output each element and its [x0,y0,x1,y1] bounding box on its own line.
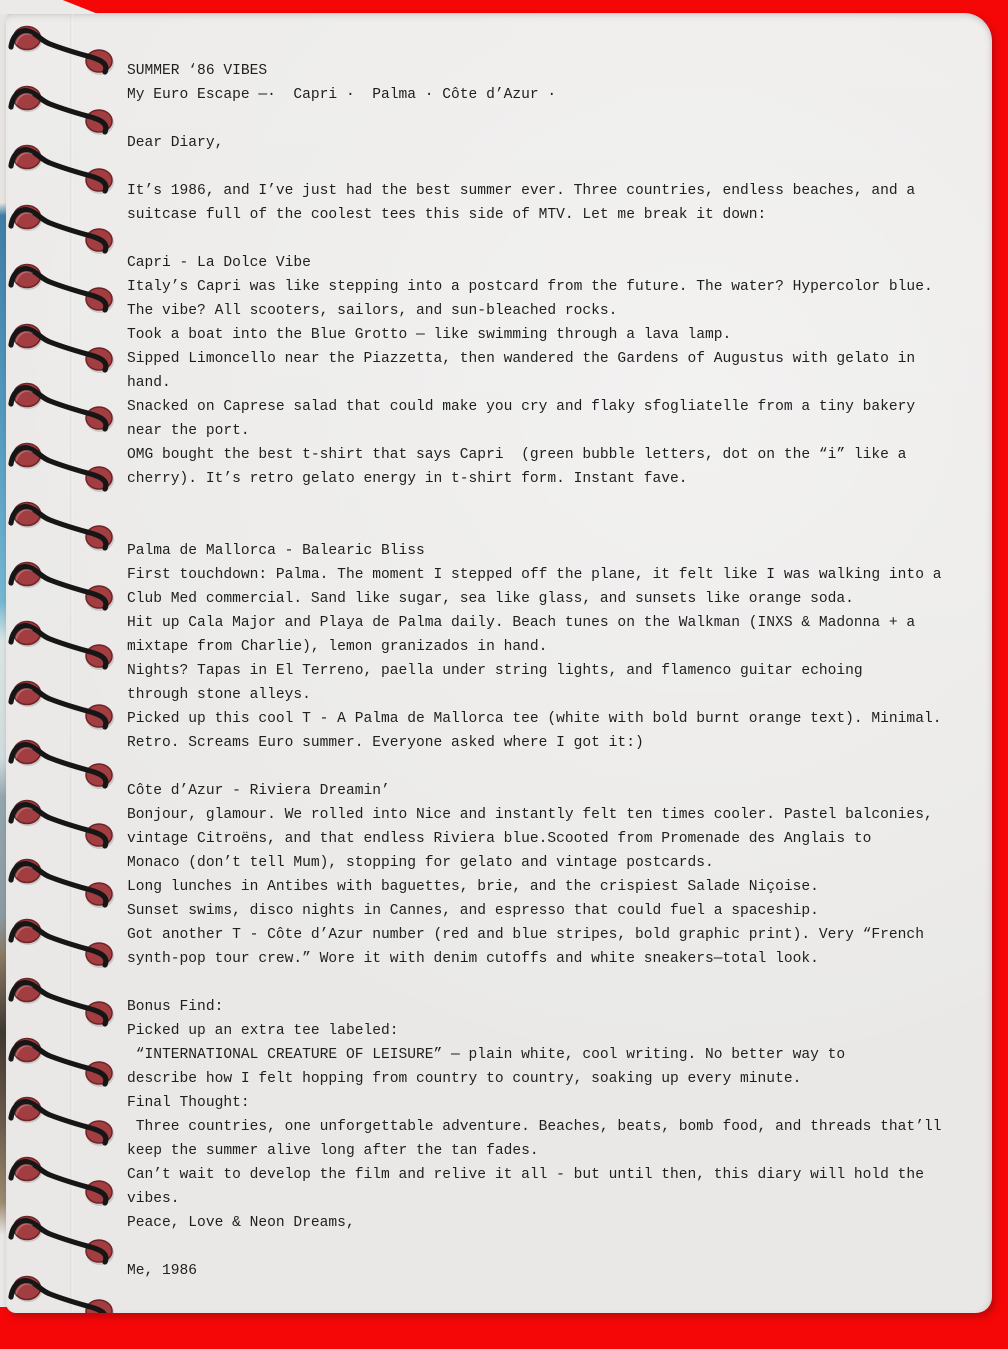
page-corner-fold [0,0,98,14]
binding-ring [6,977,126,1029]
binding-ring-icon [6,85,126,137]
binding-ring [6,263,126,315]
text-line [127,755,973,779]
text-line: Long lunches in Antibes with baguettes, brie, and the crispiest Salade Niçoise. [127,879,819,895]
binding-ring-icon [6,620,126,672]
binding-ring [6,25,126,77]
binding-ring [6,382,126,434]
binding-ring-icon [6,799,126,851]
text-line: Three countries, one unforgettable adventure. Beaches, beats, bomb food, and threads that’ll [127,1119,942,1135]
diary-title-line: SUMMER ‘86 VIBES [127,63,268,79]
text-line: vintage Citroëns, and that endless Riviera blue.Scooted from Promenade des Anglais to [127,831,872,847]
binding-ring [6,323,126,375]
text-line: Final Thought: [127,1095,250,1111]
text-line: It’s 1986, and I’ve just had the best summer ever. Three countries, endless beaches, and a [127,183,916,199]
binding-ring-icon [6,144,126,196]
binding-ring [6,144,126,196]
binding-ring [6,1275,126,1314]
text-line: cherry). It’s retro gelato energy in t-shirt form. Instant fave. [127,471,688,487]
text-line: suitcase full of the coolest tees this side of MTV. Let me break it down: [127,207,767,223]
binding-ring [6,85,126,137]
text-line: through stone alleys. [127,687,311,703]
diary-text [127,59,973,1283]
binding-ring-icon [6,382,126,434]
binding-ring-icon [6,1096,126,1148]
binding-ring-icon [6,1156,126,1208]
binding-ring [6,442,126,494]
binding-ring [6,620,126,672]
text-line [127,971,973,995]
binding-ring [6,1096,126,1148]
text-line: Got another T - Côte d’Azur number (red and blue stripes, bold graphic print). Very “French [127,927,924,943]
text-line: Nights? Tapas in El Terreno, paella under string lights, and flamenco guitar echoing [127,663,863,679]
binding-ring [6,739,126,791]
binding-ring-icon [6,561,126,613]
text-line: Bonus Find: [127,999,224,1015]
diary-page [6,13,992,1313]
text-line: Club Med commercial. Sand like sugar, sea like glass, and sunsets like orange soda. [127,591,854,607]
binding-ring-icon [6,323,126,375]
text-line: “INTERNATIONAL CREATURE OF LEISURE” — plain white, cool writing. No better way to [127,1047,846,1063]
text-line: Hit up Cala Major and Playa de Palma daily. Beach tunes on the Walkman (INXS & Madonna + a [127,615,916,631]
text-line [127,1235,973,1259]
text-line: Capri - La Dolce Vibe [127,255,311,271]
text-line: Côte d’Azur - Riviera Dreamin’ [127,783,390,799]
binding-ring [6,799,126,851]
binding-ring-icon [6,204,126,256]
binding-ring-icon [6,1037,126,1089]
binding-ring-icon [6,680,126,732]
text-line: hand. [127,375,171,391]
text-line: Me, 1986 [127,1263,198,1279]
binding-ring-icon [6,739,126,791]
text-line: The vibe? All scooters, sailors, and sun-bleached rocks. [127,303,618,319]
diary-subtitle-line: My Euro Escape —· Capri · Palma · Côte d’Azur · [127,87,557,103]
text-line: Dear Diary, [127,135,224,151]
text-line: Took a boat into the Blue Grotto — like swimming through a lava lamp. [127,327,732,343]
binding-ring-icon [6,918,126,970]
text-line: Sipped Limoncello near the Piazzetta, then wandered the Gardens of Augustus with gelato in [127,351,916,367]
binding-ring-icon [6,263,126,315]
text-line [127,155,973,179]
binding-ring [6,858,126,910]
text-line [127,491,973,515]
text-line: near the port. [127,423,250,439]
binding-ring [6,561,126,613]
text-line: synth-pop tour crew.” Wore it with denim cutoffs and white sneakers—total look. [127,951,819,967]
text-line: Bonjour, glamour. We rolled into Nice and instantly felt ten times cooler. Pastel balconies, [127,807,933,823]
spiral-binding [6,13,136,1313]
binding-ring-icon [6,501,126,553]
text-line: First touchdown: Palma. The moment I stepped off the plane, it felt like I was walking into a [127,567,942,583]
text-line: Peace, Love & Neon Dreams, [127,1215,355,1231]
binding-ring [6,1215,126,1267]
binding-ring-icon [6,858,126,910]
binding-ring [6,204,126,256]
text-line: describe how I felt hopping from country to country, soaking up every minute. [127,1071,802,1087]
text-line: keep the summer alive long after the tan fades. [127,1143,539,1159]
text-line: vibes. [127,1191,180,1207]
text-line [127,227,973,251]
binding-ring [6,680,126,732]
binding-ring-icon [6,442,126,494]
text-line: Italy’s Capri was like stepping into a postcard from the future. The water? Hypercolor blue. [127,279,933,295]
text-line: Can’t wait to develop the film and relive it all - but until then, this diary will hold the [127,1167,924,1183]
binding-ring [6,1037,126,1089]
binding-ring [6,918,126,970]
text-line: Picked up this cool T - A Palma de Mallorca tee (white with bold burnt orange text). Minimal. [127,711,942,727]
binding-ring-icon [6,25,126,77]
binding-ring-icon [6,977,126,1029]
text-line [127,515,973,539]
text-line [127,107,973,131]
binding-ring-icon [6,1215,126,1267]
text-line: Retro. Screams Euro summer. Everyone asked where I got it:) [127,735,644,751]
text-line: Picked up an extra tee labeled: [127,1023,399,1039]
text-line: Sunset swims, disco nights in Cannes, and espresso that could fuel a spaceship. [127,903,819,919]
binding-ring [6,1156,126,1208]
text-line: mixtape from Charlie), lemon granizados in hand. [127,639,548,655]
binding-ring-icon [6,1275,126,1314]
text-line: Snacked on Caprese salad that could make you cry and flaky sfogliatelle from a tiny bakery [127,399,916,415]
text-line: Palma de Mallorca - Balearic Bliss [127,543,425,559]
binding-ring [6,501,126,553]
text-line: OMG bought the best t-shirt that says Capri (green bubble letters, dot on the “i” like a [127,447,907,463]
text-line: Monaco (don’t tell Mum), stopping for gelato and vintage postcards. [127,855,714,871]
